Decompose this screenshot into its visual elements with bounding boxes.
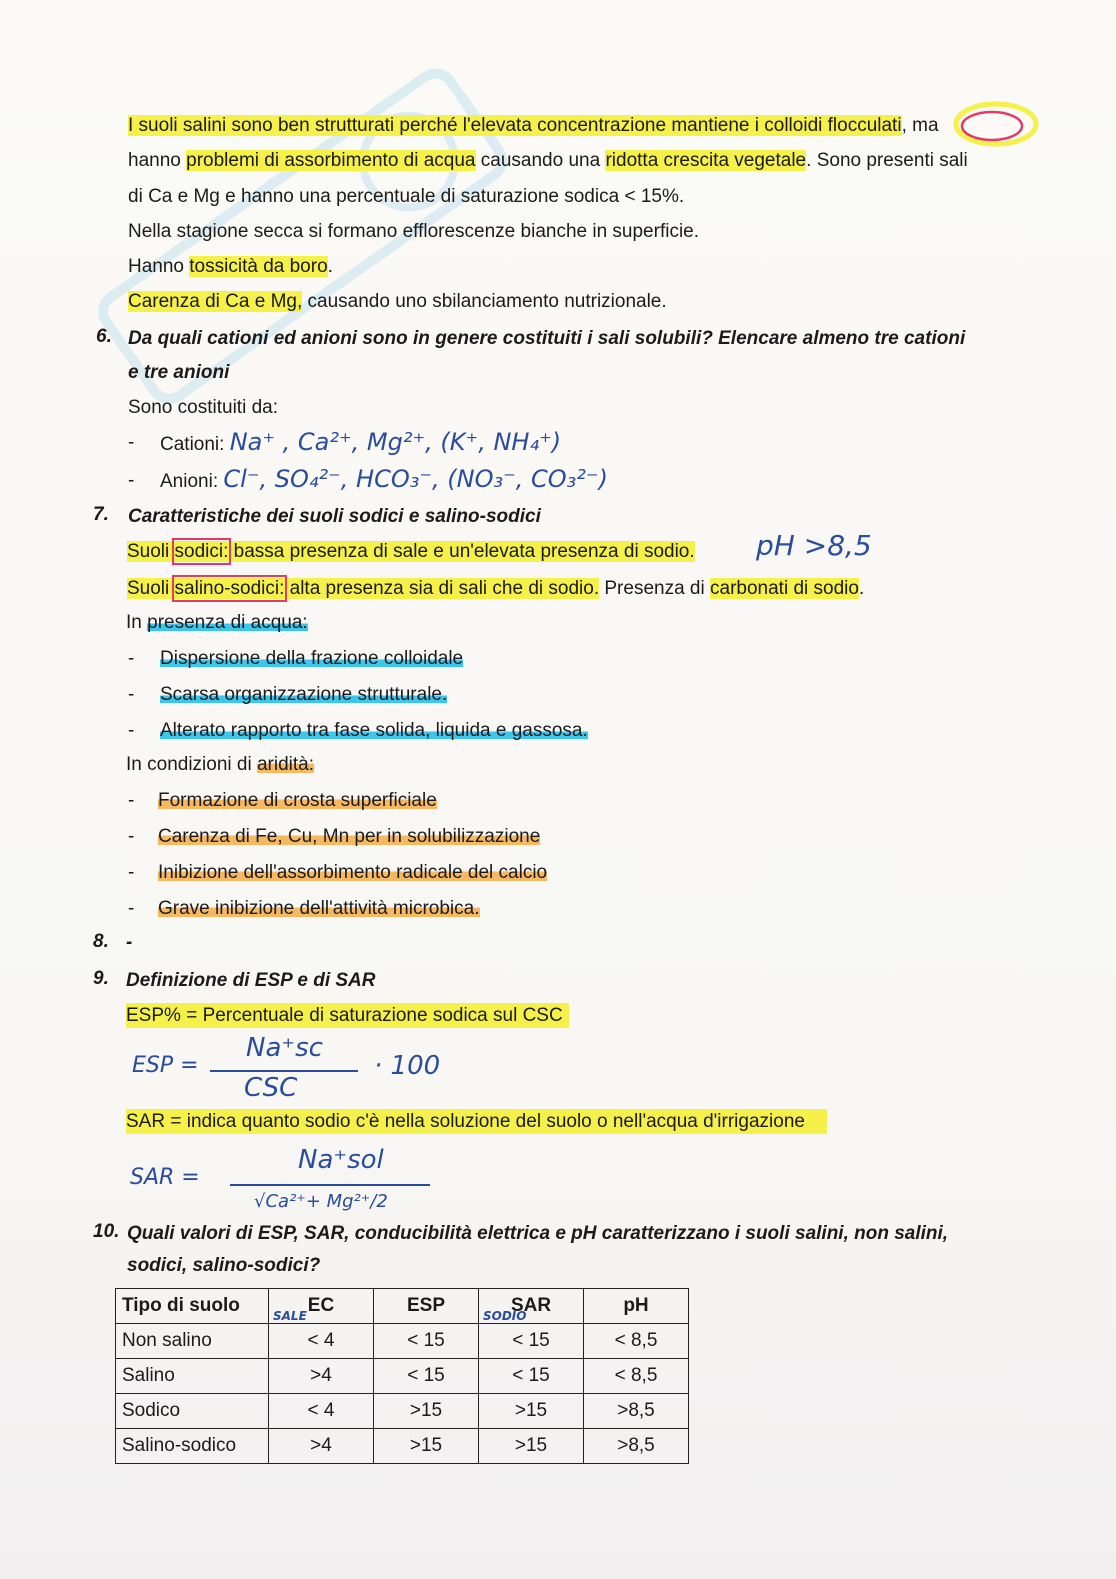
list-dash: - <box>128 790 135 811</box>
q10-title-2: sodici, salino-sodici? <box>127 1255 321 1276</box>
watermark-logo <box>40 40 560 460</box>
esp-formula-numerator: Na⁺sc <box>246 1033 323 1063</box>
q8-number: 8. <box>93 931 109 952</box>
table-row: Non salino < 4 < 15 < 15 < 8,5 <box>116 1324 689 1359</box>
intro-line-3: di Ca e Mg e hanno una percentuale di saturazione sodica < 15%. <box>128 186 685 207</box>
intro-line-6: Carenza di Ca e Mg, causando uno sbilanciamento nutrizionale. <box>128 291 667 312</box>
anions-line: Anioni: Cl⁻, SO₄²⁻, HCO₃⁻, (NO₃⁻, CO₃²⁻) <box>160 465 608 493</box>
esp-formula-lhs: ESP = <box>132 1053 199 1078</box>
q10-title-1: Quali valori di ESP, SAR, conducibilità elettrica e pH caratterizzano i suoli salini, non salini, <box>127 1223 949 1244</box>
q6-title-2: e tre anioni <box>128 362 230 383</box>
intro-line-5: Hanno tossicità da boro. <box>128 256 333 277</box>
q6-intro: Sono costituiti da: <box>128 397 278 418</box>
sar-formula-denominator: √Ca²⁺+ Mg²⁺/2 <box>254 1191 388 1212</box>
q9-title: Definizione di ESP e di SAR <box>126 970 376 991</box>
q10-number: 10. <box>93 1221 120 1242</box>
water-heading: In presenza di acqua: <box>126 612 308 633</box>
q6-title-1: Da quali cationi ed anioni sono in genere costituiti i sali solubili? Elencare almeno tre cationi <box>128 328 966 349</box>
q9-number: 9. <box>93 968 109 989</box>
list-dash: - <box>128 648 135 669</box>
header-ph: pH <box>584 1289 689 1324</box>
sar-formula-numerator: Na⁺sol <box>298 1145 384 1175</box>
header-ec-note: SALE <box>273 1309 307 1323</box>
arid-item-4: Grave inibizione dell'attività microbica. <box>158 898 480 919</box>
q6-number: 6. <box>96 326 112 347</box>
ph-note: pH >8,5 <box>756 529 872 562</box>
arid-item-2: Carenza di Fe, Cu, Mn per in solubilizzazione <box>158 826 541 847</box>
q7-title: Caratteristiche dei suoli sodici e salino-sodici <box>128 506 541 527</box>
esp-formula-denominator: CSC <box>244 1073 298 1103</box>
q7-number: 7. <box>93 504 109 525</box>
list-dash: - <box>128 898 135 919</box>
table-header-row <box>116 1289 689 1324</box>
intro-line-4: Nella stagione secca si formano efflorescenze bianche in superficie. <box>128 221 700 242</box>
salino-sodici-line: Suoli salino-sodici: alta presenza sia di sali che di sodio. Presenza di carbonati di sodio. <box>127 578 865 599</box>
header-esp: ESP <box>374 1289 479 1324</box>
list-dash: - <box>128 720 135 741</box>
arid-item-3: Inibizione dell'assorbimento radicale del calcio <box>158 862 548 883</box>
esp-fraction-bar <box>210 1070 358 1072</box>
q8-text: - <box>126 932 133 953</box>
water-item-2: Scarsa organizzazione strutturale. <box>160 684 448 705</box>
table-row: Salino >4 < 15 < 15 < 8,5 <box>116 1359 689 1394</box>
arid-heading: In condizioni di aridità: <box>126 754 314 775</box>
sar-definition: SAR = indica quanto sodio c'è nella soluzione del suolo o nell'acqua d'irrigazione <box>126 1110 827 1134</box>
water-item-3: Alterato rapporto tra fase solida, liquida e gassosa. <box>160 720 588 741</box>
sar-fraction-bar <box>230 1184 430 1186</box>
list-dash: - <box>128 862 135 883</box>
intro-line-2: hanno problemi di assorbimento di acqua causando una ridotta crescita vegetale. Sono presenti sali <box>128 150 968 171</box>
table-row: Salino-sodico >4 >15 >15 >8,5 <box>116 1429 689 1464</box>
header-sar: SAR SODIO <box>479 1289 584 1324</box>
soil-values-table <box>115 1288 689 1464</box>
table-row: Sodico < 4 >15 >15 >8,5 <box>116 1394 689 1429</box>
arid-item-1: Formazione di crosta superficiale <box>158 790 437 811</box>
header-sar-note: SODIO <box>483 1309 527 1323</box>
intro-line-1: I suoli salini sono ben strutturati perché l'elevata concentrazione mantiene i colloidi flocculati, ma <box>128 115 939 136</box>
esp-definition: ESP% = Percentuale di saturazione sodica sul CSC <box>126 1004 569 1028</box>
cations-line: Cationi: Na⁺ , Ca²⁺, Mg²⁺, (K⁺, NH₄⁺) <box>160 428 562 456</box>
sodici-line: Suoli sodici: bassa presenza di sale e un'elevata presenza di sodio. <box>127 541 695 562</box>
circle-annotation <box>950 96 1042 152</box>
header-ec: EC SALE <box>269 1289 374 1324</box>
list-dash: - <box>128 826 135 847</box>
list-dash: - <box>128 432 135 453</box>
list-dash: - <box>128 470 135 491</box>
list-dash: - <box>128 684 135 705</box>
sar-formula-lhs: SAR = <box>130 1165 200 1190</box>
water-item-1: Dispersione della frazione colloidale <box>160 648 464 669</box>
esp-formula-multiplier: · 100 <box>374 1051 441 1081</box>
header-tipo: Tipo di suolo <box>116 1289 269 1324</box>
